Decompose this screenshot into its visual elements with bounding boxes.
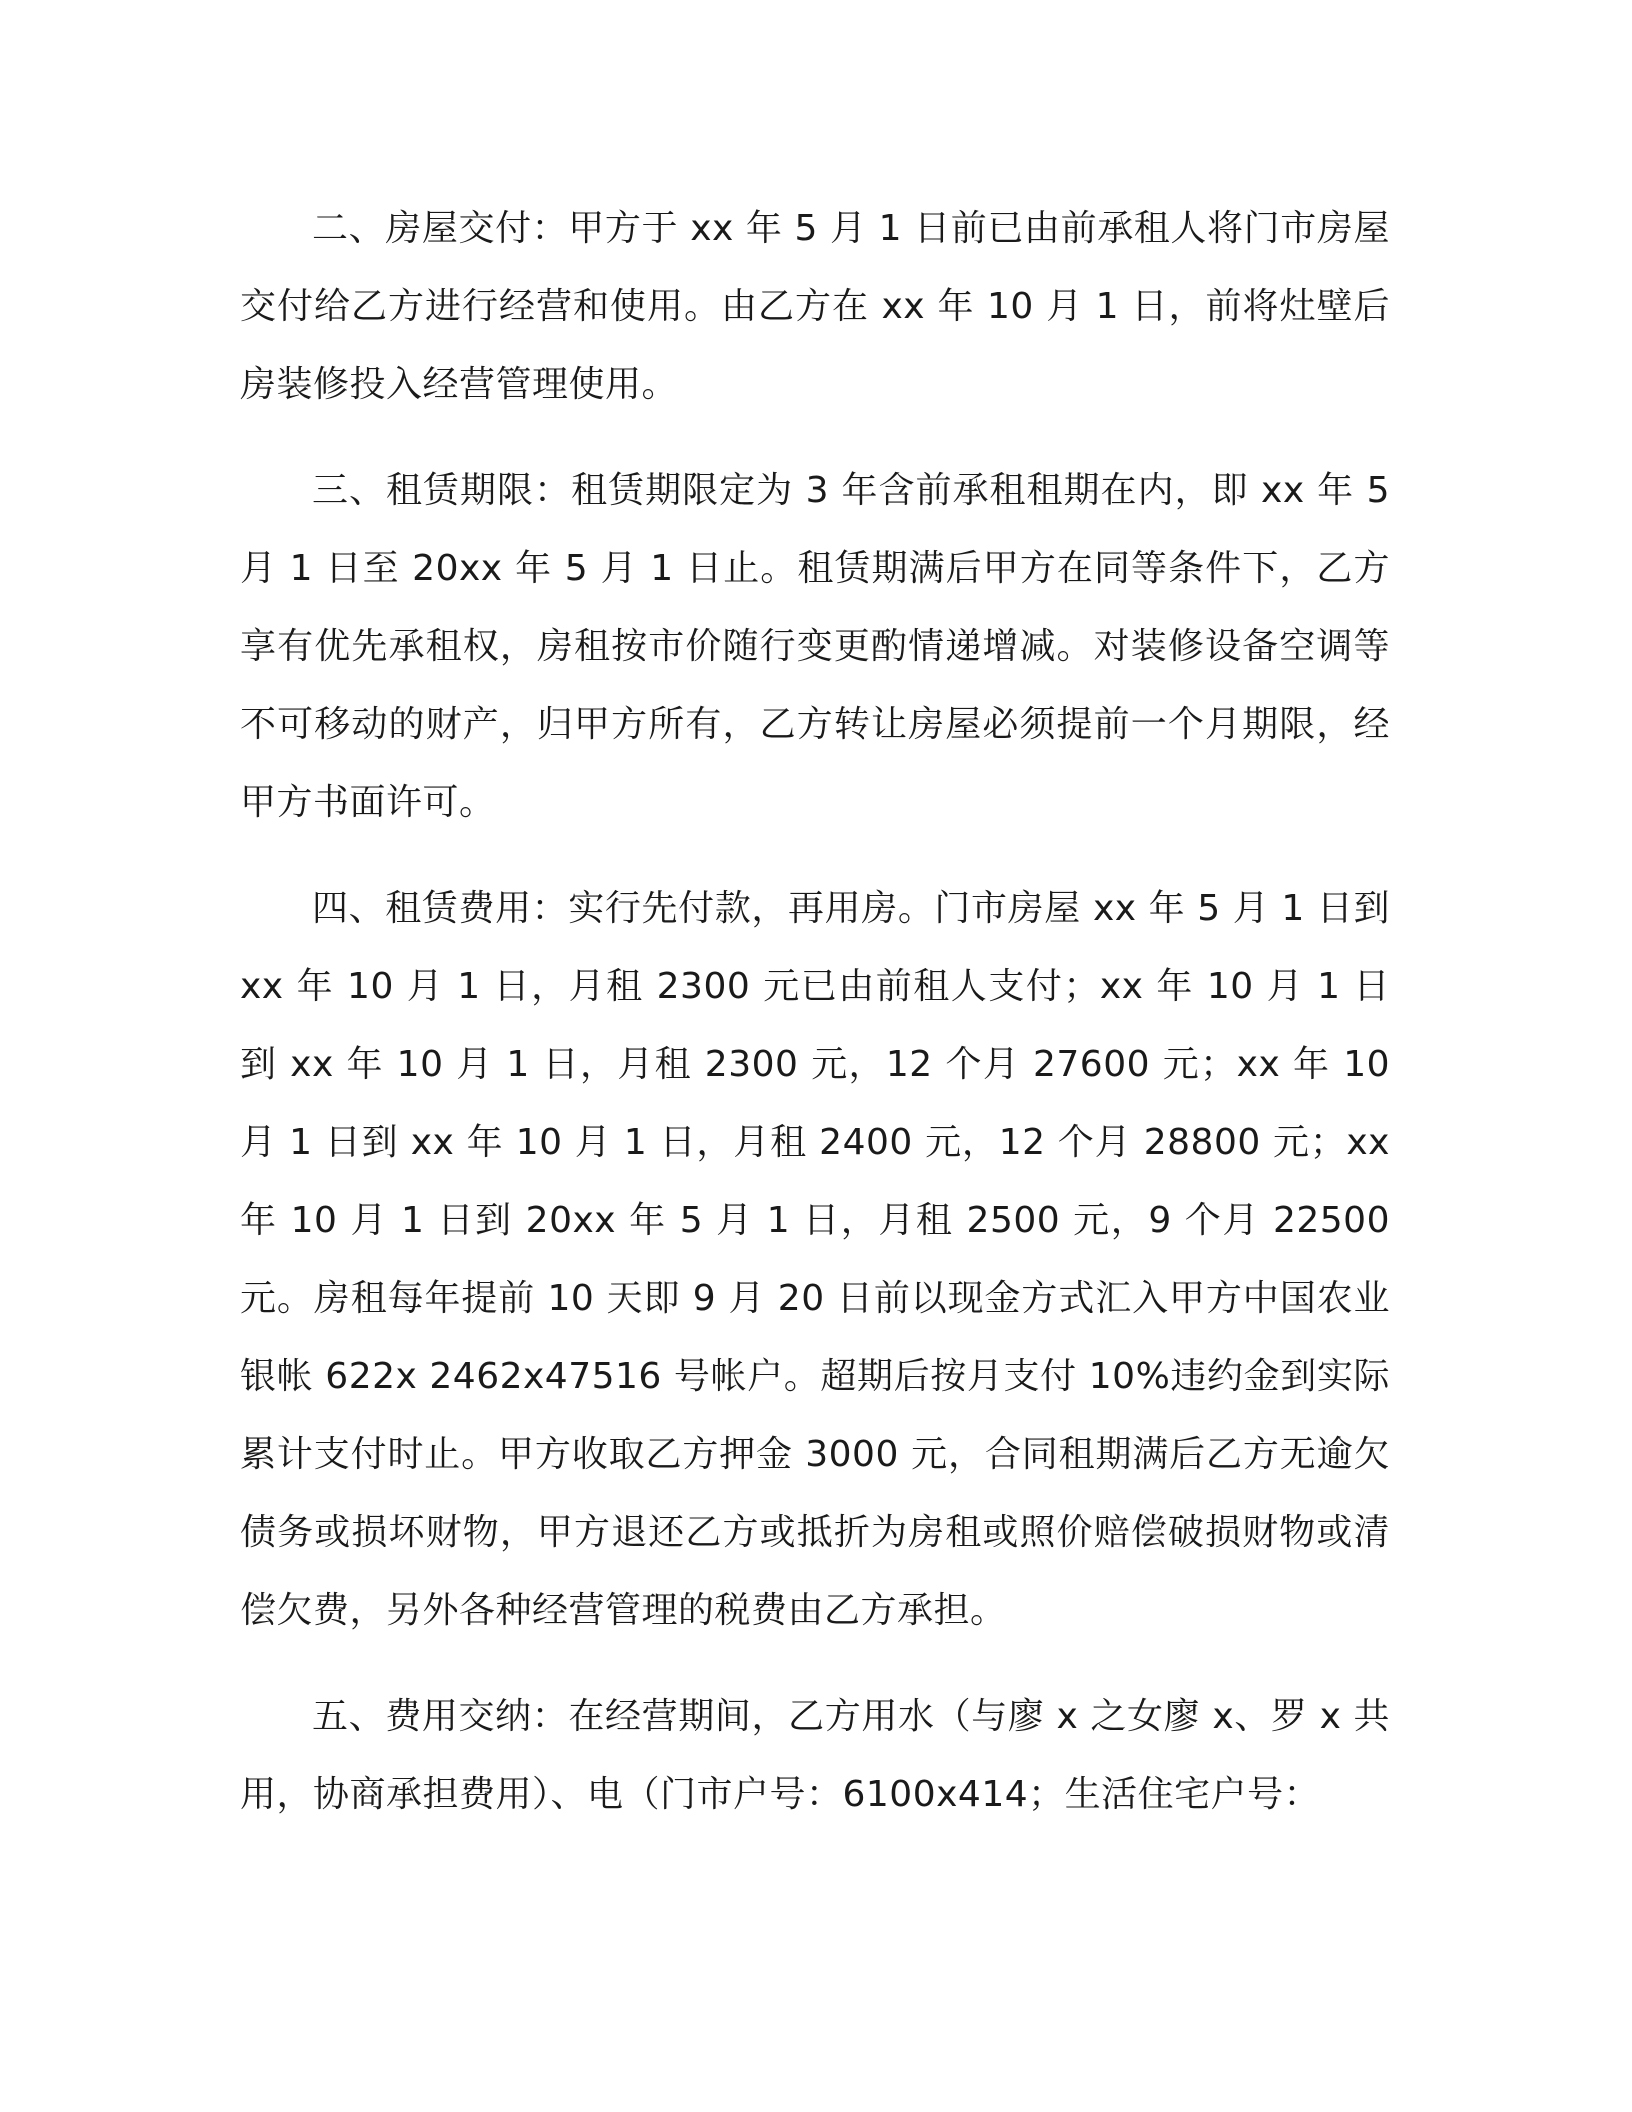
paragraph-lease-term: 三、租赁期限：租赁期限定为 3 年含前承租租期在内，即 xx 年 5 月 1 日至 20xx 年 5 月 1 日止。租赁期满后甲方在同等条件下，乙方享有优先承租权，房租按市价随行变更酌情递增减。对装修设备空调等不可移动的财产，归甲方所有，乙方转让房屋必须提前一个月期限，经甲方书面许可。 bbox=[240, 470, 1390, 823]
paragraph-lease-fees: 四、租赁费用：实行先付款，再用房。门市房屋 xx 年 5 月 1 日到 xx 年 10 月 1 日，月租 2300 元已由前租人支付；xx 年 10 月 1 日到 xx 年 10 月 1 日，月租 2300 元，12 个月 27600 元；xx 年 10 月 1 日到 xx 年 10 月 1 日，月租 2400 元，12 个月 28800 元；xx 年 10 月 1 日到 20xx 年 5 月 1 日，月租 2500 元，9 个月 22500 元。房租每年提前 10 天即 9 月 20 日前以现金方式汇入甲方中国农业银帐 622x 2462x47516 号帐户。超期后按月支付 10%违约金到实际累计支付时止。甲方收取乙方押金 3000 元，合同租期满后乙方无逾欠债务或损坏财物，甲方退还乙方或抵折为房租或照价赔偿破损财物或清偿欠费，另外各种经营管理的税费由乙方承担。 bbox=[240, 888, 1390, 1631]
document-body bbox=[240, 190, 1390, 1834]
paragraph-house-delivery: 二、房屋交付：甲方于 xx 年 5 月 1 日前已由前承租人将门市房屋交付给乙方进行经营和使用。由乙方在 xx 年 10 月 1 日，前将灶壁后房装修投入经营管理使用。 bbox=[240, 208, 1390, 405]
paragraph-expense-payment: 五、费用交纳：在经营期间，乙方用水（与廖 x 之女廖 x、罗 x 共用，协商承担费用）、电（门市户号：6100x414；生活住宅户号： bbox=[240, 1696, 1390, 1815]
